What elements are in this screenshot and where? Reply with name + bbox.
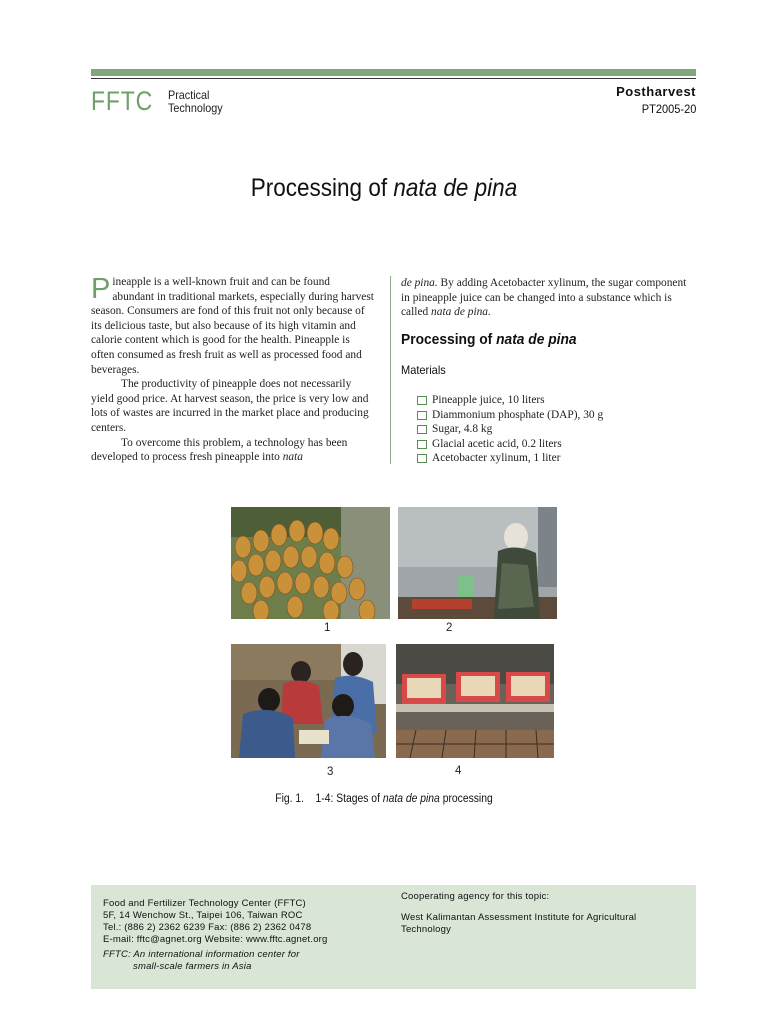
photo-juice-preparation: [398, 507, 557, 619]
technology-text: To overcome this problem, a technology has been developed to process fresh pineapple into: [91, 436, 348, 464]
caption-suffix: processing: [439, 793, 493, 805]
figure-caption: [38, 793, 729, 805]
organization-contact: E-mail: fftc@agnet.org Website: www.fftc.agnet.org: [103, 934, 328, 945]
materials-list: [417, 393, 603, 466]
continuation-text: By adding Acetobacter xylinum, the sugar component in pineapple juice can be changed into a substance which is called: [401, 277, 687, 319]
checkbox-bullet-icon: [417, 411, 427, 420]
photo-group-processing: [231, 644, 386, 758]
list-item: [417, 422, 603, 437]
header-rule-thick: [91, 69, 696, 76]
page-title-prefix: Processing of: [250, 174, 394, 202]
continuation-paragraph: [401, 276, 697, 320]
caption-italic: nata de pina: [382, 793, 440, 805]
cooperating-agency-line2: Technology: [401, 924, 452, 935]
page-title: [38, 172, 729, 204]
column-divider: [390, 276, 391, 464]
checkbox-bullet-icon: [417, 425, 427, 434]
productivity-paragraph: The productivity of pineapple does not necessarily yield good price. At harvest season, the price is very low and lots of wastes are incurred in the market place and producing centers.: [91, 378, 369, 434]
figure-number-3: 3: [327, 766, 334, 778]
material-label: Sugar, 4.8 kg: [432, 423, 493, 436]
organization-name: Food and Fertilizer Technology Center (FFTC): [103, 898, 306, 909]
organization-phone: Tel.: (886 2) 2362 6239 Fax: (886 2) 2362 0478: [103, 922, 312, 933]
checkbox-bullet-icon: [417, 440, 427, 449]
cooperating-heading: Cooperating agency for this topic:: [401, 891, 550, 902]
series-label: Postharvest: [616, 84, 696, 99]
left-text-column: [91, 275, 374, 465]
logo-subtitle-line1: Practical: [168, 88, 210, 102]
header-rule-thin: [91, 78, 696, 79]
logo-subtitle-line2: Technology: [168, 101, 223, 115]
drop-cap: P: [91, 273, 111, 305]
list-item: [417, 408, 603, 423]
tagline-line2: small-scale farmers in Asia: [133, 961, 252, 972]
figure-number-1: 1: [324, 622, 331, 634]
caption-prefix: Fig. 1. 1-4: Stages of: [275, 793, 383, 805]
logo-subtitle: [168, 89, 223, 115]
intro-paragraph: [91, 275, 374, 377]
tagline-line1: FFTC: An international information center for: [103, 949, 300, 960]
organization-address: 5F, 14 Wenchow St., Taipei 106, Taiwan ROC: [103, 910, 303, 921]
continuation-italic-start: de pina.: [401, 277, 438, 289]
right-text-column: [401, 276, 697, 320]
material-label: Glacial acetic acid, 0.2 liters: [432, 437, 562, 450]
section-heading: [401, 331, 577, 348]
photo-pineapples: [231, 507, 390, 619]
page-title-italic: nata de pina: [393, 174, 518, 202]
document-code: PT2005-20: [641, 102, 696, 116]
list-item: [417, 437, 603, 452]
list-item: [417, 393, 603, 408]
checkbox-bullet-icon: [417, 454, 427, 463]
cooperating-agency-line1: West Kalimantan Assessment Institute for Agricultural: [401, 912, 637, 923]
material-label: Acetobacter xylinum, 1 liter: [432, 452, 561, 465]
technology-paragraph: [91, 436, 374, 465]
material-label: Pineapple juice, 10 liters: [432, 394, 545, 406]
material-label: Diammonium phosphate (DAP), 30 g: [432, 408, 604, 421]
photo-fermentation-trays: [396, 644, 554, 758]
materials-heading: Materials: [401, 363, 446, 377]
figure-number-4: 4: [455, 765, 462, 777]
figure-number-2: 2: [446, 622, 453, 634]
continuation-italic-end: nata de pina.: [431, 306, 491, 319]
technology-text-italic: nata: [282, 451, 303, 464]
section-heading-prefix: Processing of: [401, 331, 497, 348]
fftc-logo: FFTC: [91, 86, 154, 116]
fftc-tagline: [103, 949, 393, 973]
organization-info: [103, 898, 393, 946]
checkbox-bullet-icon: [417, 396, 427, 405]
list-item: [417, 451, 603, 466]
section-heading-italic: nata de pina: [496, 331, 577, 348]
cooperating-agency: [401, 912, 691, 936]
intro-text: ineapple is a well-known fruit and can be found abundant in traditional markets, especially during harvest season. Consumers are fond of this fruit not only because of its delicious taste, but also because of its high vitamin and calorie content which is good for the health. Pineapple is often consumed as fresh fruit as well as processed food and beverages.: [91, 276, 374, 376]
